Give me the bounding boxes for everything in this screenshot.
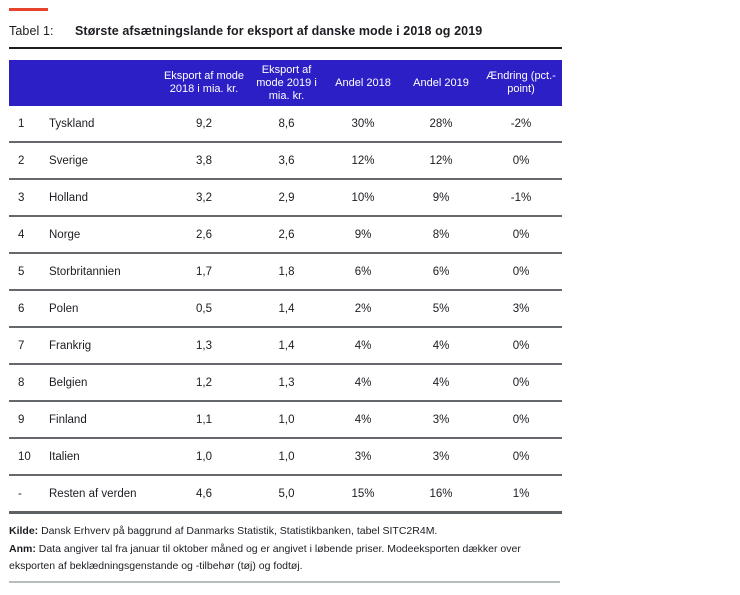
- table-row: [9, 106, 562, 142]
- export-2019-cell: 1,4: [278, 302, 295, 315]
- export-2019-cell: 5,0: [278, 487, 295, 500]
- header-cell-export-2018: Eksport af mode 2018 i mia. kr.: [159, 60, 249, 106]
- note-text: Data angiver tal fra januar til oktober måned og er angivet i løbende priser. Modeeksporten dækker over eksporten af beklædningsgenstande og -tilbehør (tøj) og fodtøj.: [9, 542, 521, 572]
- header-cell-change: Ændring (pct.-point): [480, 60, 562, 106]
- footer-divider: [9, 581, 560, 583]
- table-row: [9, 401, 562, 438]
- export-2018-cell: 3,2: [196, 191, 212, 204]
- header-cell-share-2018: Andel 2018: [324, 60, 402, 106]
- change-cell: 3%: [512, 302, 530, 315]
- header-cell-export-2019: Eksport af mode 2019 i mia. kr.: [249, 60, 324, 106]
- export-2019-cell: 1,0: [278, 413, 295, 426]
- export-2018-cell: 4,6: [196, 487, 212, 500]
- share-2019-cell: 12%: [429, 154, 453, 167]
- export-2018-cell: 1,0: [196, 450, 212, 463]
- table-row: [9, 253, 562, 290]
- export-2019-cell: 2,6: [278, 228, 295, 241]
- source-line: [9, 523, 562, 541]
- export-2019-cell: 1,0: [278, 450, 295, 463]
- share-2018-cell: 12%: [351, 154, 375, 167]
- share-2018-cell: 3%: [354, 450, 372, 463]
- country-cell: Holland: [49, 191, 88, 204]
- share-2019-cell: 5%: [432, 302, 450, 315]
- rank-cell: 4: [18, 228, 25, 241]
- export-2019-cell: 2,9: [278, 191, 295, 204]
- change-cell: 0%: [512, 376, 530, 389]
- table-row: [9, 142, 562, 179]
- title-divider: [9, 47, 562, 49]
- header-cell-share-2019: Andel 2019: [402, 60, 480, 106]
- table-row: [9, 216, 562, 253]
- export-2018-cell: 2,6: [196, 228, 212, 241]
- rank-cell: 5: [18, 265, 25, 278]
- share-2018-cell: 4%: [354, 376, 372, 389]
- rank-cell: 1: [18, 117, 25, 130]
- export-2018-cell: 1,2: [196, 376, 212, 389]
- share-2018-cell: 9%: [354, 228, 372, 241]
- country-cell: Norge: [49, 228, 81, 241]
- change-cell: -2%: [510, 117, 532, 130]
- country-cell: Finland: [49, 413, 87, 426]
- table-body: [9, 106, 562, 513]
- export-2019-cell: 8,6: [278, 117, 295, 130]
- export-2018-cell: 9,2: [196, 117, 212, 130]
- change-cell: -1%: [510, 191, 532, 204]
- share-2019-cell: 4%: [432, 376, 450, 389]
- country-cell: Polen: [49, 302, 79, 315]
- share-2019-cell: 8%: [432, 228, 450, 241]
- share-2018-cell: 4%: [354, 413, 372, 426]
- note-line: [9, 541, 562, 576]
- change-cell: 0%: [512, 228, 530, 241]
- share-2019-cell: 3%: [432, 413, 450, 426]
- share-2019-cell: 9%: [432, 191, 450, 204]
- rank-cell: 3: [18, 191, 25, 204]
- share-2018-cell: 6%: [354, 265, 372, 278]
- export-table: [9, 60, 562, 514]
- export-2018-cell: 1,1: [196, 413, 212, 426]
- table-header: [9, 60, 562, 106]
- table-row: [9, 438, 562, 475]
- change-cell: 0%: [512, 450, 530, 463]
- export-2019-cell: 1,8: [278, 265, 295, 278]
- table-row: [9, 327, 562, 364]
- note-label: Anm:: [9, 542, 36, 555]
- source-text: Dansk Erhverv på baggrund af Danmarks Statistik, Statistikbanken, tabel SITC2R4M.: [38, 525, 438, 537]
- rank-cell: 6: [18, 302, 25, 315]
- share-2018-cell: 10%: [351, 191, 375, 204]
- share-2018-cell: 4%: [354, 339, 372, 352]
- table-title-row: [9, 11, 562, 47]
- rank-cell: 10: [18, 450, 31, 463]
- change-cell: 1%: [512, 487, 530, 500]
- share-2019-cell: 16%: [429, 487, 453, 500]
- table-row: [9, 290, 562, 327]
- table-row: [9, 364, 562, 401]
- country-cell: Frankrig: [49, 339, 92, 352]
- export-2019-cell: 3,6: [278, 154, 295, 167]
- change-cell: 0%: [512, 339, 530, 352]
- country-cell: Sverige: [49, 154, 88, 167]
- export-2018-cell: 1,3: [196, 339, 212, 352]
- rank-cell: 2: [18, 154, 25, 167]
- change-cell: 0%: [512, 265, 530, 278]
- country-cell: Storbritannien: [49, 265, 121, 278]
- share-2018-cell: 30%: [351, 117, 375, 130]
- change-cell: 0%: [512, 154, 530, 167]
- share-2019-cell: 4%: [432, 339, 450, 352]
- table-number-label: Tabel 1:: [9, 24, 54, 38]
- export-2019-cell: 1,3: [278, 376, 295, 389]
- table-row: [9, 475, 562, 513]
- country-cell: Italien: [49, 450, 80, 463]
- rank-cell: 9: [18, 413, 25, 426]
- share-2019-cell: 6%: [432, 265, 450, 278]
- share-2018-cell: 15%: [351, 487, 375, 500]
- country-cell: Tyskland: [49, 117, 95, 130]
- rank-cell: 7: [18, 339, 25, 352]
- table-section: [9, 8, 562, 583]
- source-label: Kilde:: [9, 525, 39, 537]
- table-header-row: [9, 60, 562, 106]
- header-cell-rank: [9, 60, 41, 106]
- share-2019-cell: 28%: [429, 117, 453, 130]
- rank-cell: -: [18, 487, 22, 500]
- country-cell: Belgien: [49, 376, 88, 389]
- table-title: Største afsætningslande for eksport af danske mode i 2018 og 2019: [75, 24, 483, 38]
- export-2018-cell: 0,5: [196, 302, 212, 315]
- rank-cell: 8: [18, 376, 25, 389]
- share-2019-cell: 3%: [432, 450, 450, 463]
- share-2018-cell: 2%: [354, 302, 372, 315]
- export-2018-cell: 1,7: [196, 265, 212, 278]
- country-cell: Resten af verden: [49, 487, 137, 500]
- change-cell: 0%: [512, 413, 530, 426]
- export-2019-cell: 1,4: [278, 339, 295, 352]
- header-cell-country: [41, 60, 159, 106]
- table-row: [9, 179, 562, 216]
- footnotes: [9, 523, 562, 576]
- export-2018-cell: 3,8: [196, 154, 212, 167]
